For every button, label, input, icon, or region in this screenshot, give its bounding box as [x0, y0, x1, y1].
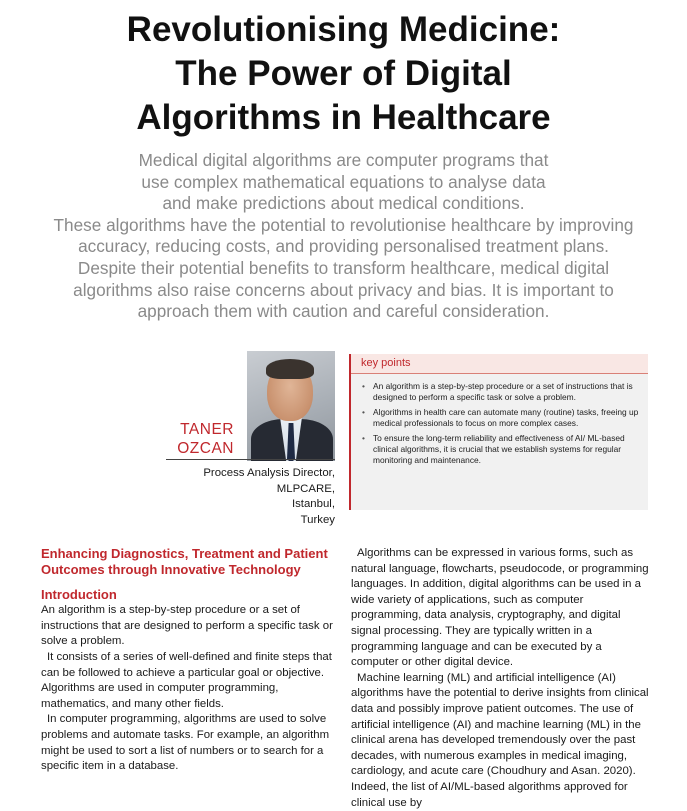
section-heading: Enhancing Diagnostics, Treatment and Patient Outcomes through Innovative Technology — [41, 546, 328, 577]
intro-line: These algorithms have the potential to revolutionise healthcare by improving — [53, 214, 634, 235]
title-line: Revolutionising Medicine: — [126, 10, 561, 49]
author-role-line: Istanbul, — [291, 498, 335, 510]
intro-line: use complex mathematical equations to analyse data — [141, 171, 546, 192]
author-first-name: TANER — [180, 421, 234, 438]
body-paragraph: It consists of a series of well-defined and finite steps that can be followed to achieve a particular goal or objective. Algorithms are used in computer programming, mathematics, and many other fields. — [41, 650, 332, 710]
author-role-line: MLPCARE, — [276, 482, 335, 495]
intro-summary — [0, 150, 687, 323]
intro-line: Medical digital algorithms are computer programs that — [138, 150, 549, 170]
intro-line: and make predictions about medical conditions. — [162, 193, 525, 214]
key-point-item: • An algorithm is a step-by-step procedure or a set of instructions that is designed to perform a specific task or solve a problem. — [362, 381, 640, 402]
body-paragraph: Algorithms can be expressed in various forms, such as natural language, flowcharts, pseudocode, or programming languages. In addition, digital algorithms can be used in a wide variety of applications, such as computer programming, data analysis, cryptography, and digital signal processing. They are typically written in a programming language and can be executed by a computer or other digital device. — [351, 547, 649, 669]
article-title — [0, 8, 687, 140]
title-line: The Power of Digital — [175, 54, 512, 93]
author-role-line: Turkey — [300, 513, 335, 526]
author-role-line: Process Analysis Director, — [203, 467, 335, 479]
introduction-heading: Introduction — [41, 587, 117, 603]
intro-line: Despite their potential benefits to transform healthcare, medical digital — [77, 257, 610, 278]
author-name — [177, 420, 234, 458]
body-paragraph: An algorithm is a step-by-step procedure or a set of instructions that are designed to perform a specific task or solve a problem. — [41, 604, 333, 648]
body-paragraph: Machine learning (ML) and artificial intelligence (AI) algorithms have the potential to derive insights from clinical data and possibly improve patient outcomes. The use of artificial intelligence (AI) and machine learning (ML) in the clinical arena has developed tremendously over the past decades, with numerous examples in medical imaging, cardiology, and acute care (Choudhury and Asan. 2020). Indeed, the list of AI/ML-based algorithms approved for clinical use by — [351, 671, 649, 809]
key-points-box — [349, 354, 648, 510]
author-divider — [166, 459, 335, 460]
photo-hair — [266, 359, 314, 379]
author-last-name: OZCAN — [177, 440, 234, 457]
author-affiliation — [203, 466, 335, 528]
author-photo — [247, 351, 335, 461]
intro-line: approach them with caution and careful consideration. — [137, 301, 550, 322]
intro-line: accuracy, reducing costs, and providing personalised treatment plans. — [78, 236, 609, 257]
key-points-header: key points — [351, 354, 648, 374]
key-point-item: • To ensure the long-term reliability and effectiveness of AI/ ML-based clinical algorithms, it is crucial that we establish systems for regular monitoring and maintenance. — [362, 433, 640, 465]
article-left-column — [41, 546, 341, 775]
article-right-column — [351, 546, 651, 811]
key-point-item: • Algorithms in health care can automate many (routine) tasks, freeing up medical professionals to focus on more complex cases. — [362, 407, 640, 428]
title-line: Algorithms in Healthcare — [136, 98, 551, 137]
key-points-list — [351, 374, 648, 465]
intro-line: algorithms also raise concerns about privacy and bias. It is important to — [73, 279, 614, 300]
body-paragraph: In computer programming, algorithms are used to solve problems and automate tasks. For example, an algorithm might be used to sort a list of numbers or to search for a specific item in a database. — [41, 713, 330, 773]
